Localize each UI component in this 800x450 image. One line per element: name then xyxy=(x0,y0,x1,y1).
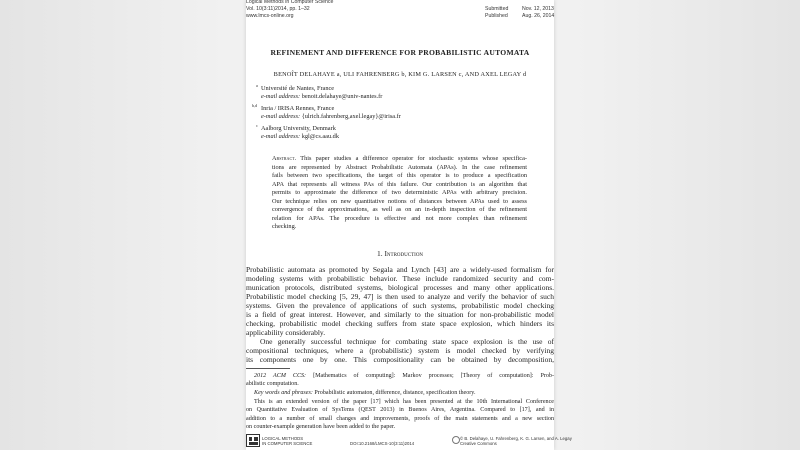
note-line: on counter-example generation have been added to the paper. xyxy=(246,424,396,430)
email-address[interactable]: {ulrich.fahrenberg,axel.legay}@irisa.fr xyxy=(301,113,401,120)
affiliation-mark: a xyxy=(256,83,258,88)
note-line: This is an extended version of the paper [17] which has been presented at the 10th International Conference xyxy=(254,398,554,405)
body-line: Probabilistic model checking [5, 29, 47] is then used to analyze and verify the behavior of such xyxy=(246,292,554,301)
journal-website[interactable]: www.lmcs-online.org xyxy=(246,13,294,19)
paper-page xyxy=(246,0,572,450)
affiliation-mark: c xyxy=(256,123,258,128)
body-line: compositional techniques, where a (probabilistic) system is model checked by verifying xyxy=(246,346,554,355)
email-label: e-mail address: xyxy=(261,133,301,140)
creative-commons-icon xyxy=(452,436,460,444)
copyright: © B. Delahaye, U. Fahrenberg, K. G. Larsen, and A. Legay xyxy=(460,436,572,441)
affiliation-name: Aalborg University, Denmark xyxy=(261,125,336,132)
body-line: munication protocols, distributed systems, biological processes and many other applications. xyxy=(246,283,554,292)
published-label: Published xyxy=(485,13,508,19)
published-date: Aug. 26, 2014 xyxy=(522,13,555,19)
doi[interactable]: DOI:10.2168/LMCS-10(3:11)2014 xyxy=(350,441,415,446)
journal-volume: Vol. 10(3:11)2014, pp. 1–32 xyxy=(246,6,310,12)
logo-text-line1: LOGICAL METHODS xyxy=(262,436,304,441)
abstract-line: fails between two specifications, the target of this operator is to produce a specification xyxy=(272,172,527,179)
paper-authors: BENOÎT DELAHAYE a, ULI FAHRENBERG b, KIM G. LARSEN c, AND AXEL LEGAY d xyxy=(273,71,527,78)
paper-title: REFINEMENT AND DIFFERENCE FOR PROBABILISTIC AUTOMATA xyxy=(270,48,530,57)
section-heading: 1. Introduction xyxy=(376,249,424,258)
footnote-rule xyxy=(246,368,290,369)
abstract-line: convergence of the approximations, as well as on an in-depth inspection of the refinement xyxy=(272,206,527,213)
affiliation-mark: b,d xyxy=(252,103,257,108)
abstract-line: Our technique relies on new quantitative notions of distances between APAs used to assess xyxy=(272,197,527,205)
email-label: e-mail address: xyxy=(261,113,301,120)
abstract-line: checking. xyxy=(272,223,297,230)
abstract-label: Abstract. xyxy=(272,155,297,162)
submitted-date: Nov. 12, 2013 xyxy=(522,6,554,12)
keywords-label: Key words and phrases: xyxy=(254,390,313,396)
body-line: checking, probabilistic model checking suffers from state space explosion, which hinders its xyxy=(246,319,554,328)
affiliation-name: Université de Nantes, France xyxy=(261,85,335,92)
body-line: its components one by one. This compositionality can be obtained by decomposition, xyxy=(246,355,554,364)
lmcs-logo-icon xyxy=(246,434,260,447)
body-line: applicability considerably. xyxy=(246,328,326,337)
acm-label: 2012 ACM CCS: xyxy=(254,373,307,379)
note-line: on Quantitative Evaluation of SysTems (QEST 2013) in Buenos Aires, Argentina. Compared to [17], and in xyxy=(246,407,554,413)
abstract-line: relation for APAs. The procedure is effective and not more complex than refinement xyxy=(272,214,527,222)
acm-classes-cont: abilistic computation. xyxy=(246,381,299,387)
body-line: One generally successful technique for combating state space explosion is the use of xyxy=(260,337,554,346)
affiliation-name: Inria / IRISA Rennes, France xyxy=(261,105,335,112)
body-line: Probabilistic automata as promoted by Segala and Lynch [43] are a widely-used formalism for xyxy=(246,265,554,274)
license[interactable]: Creative Commons xyxy=(460,441,497,446)
journal-name: Logical Methods in Computer Science xyxy=(246,0,334,5)
keywords: Probabilistic automaton, difference, distance, specification theory. xyxy=(314,390,476,396)
email-label: e-mail address: xyxy=(261,93,301,100)
body-line: modeling systems with probabilistic behavior. These include randomized security and com- xyxy=(246,274,554,283)
logo-text-line2: IN COMPUTER SCIENCE xyxy=(262,441,313,446)
email-address[interactable]: kgl@cs.aau.dk xyxy=(301,133,339,140)
acm-classes: [Mathematics of computing]: Markov processes; [Theory of computation]: Prob- xyxy=(313,373,554,379)
abstract-line: This paper studies a difference operator for stochastic systems whose specifica- xyxy=(300,155,527,162)
email-address[interactable]: benoit.delahaye@univ-nantes.fr xyxy=(301,93,383,100)
note-line: addition to a number of small changes and improvements, proofs of the main statements and a new section xyxy=(246,415,554,422)
abstract-line: permits to approximate the difference of two deterministic APAs with arbitrary precision. xyxy=(272,189,527,196)
abstract-line: APA that represents all witness PAs of this failure. Our contribution is an algorithm that xyxy=(272,180,527,188)
body-line: systems. Given the prevalence of applications of such systems, probabilistic model checking xyxy=(246,301,554,310)
abstract-line: tions are represented by Abstract Probabilistic Automata (APAs). In the case refinement xyxy=(272,163,527,171)
body-line: is a field of great interest. However, and similarly to the situation for non-probabilistic model xyxy=(246,310,554,319)
submitted-label: Submitted xyxy=(485,6,509,12)
